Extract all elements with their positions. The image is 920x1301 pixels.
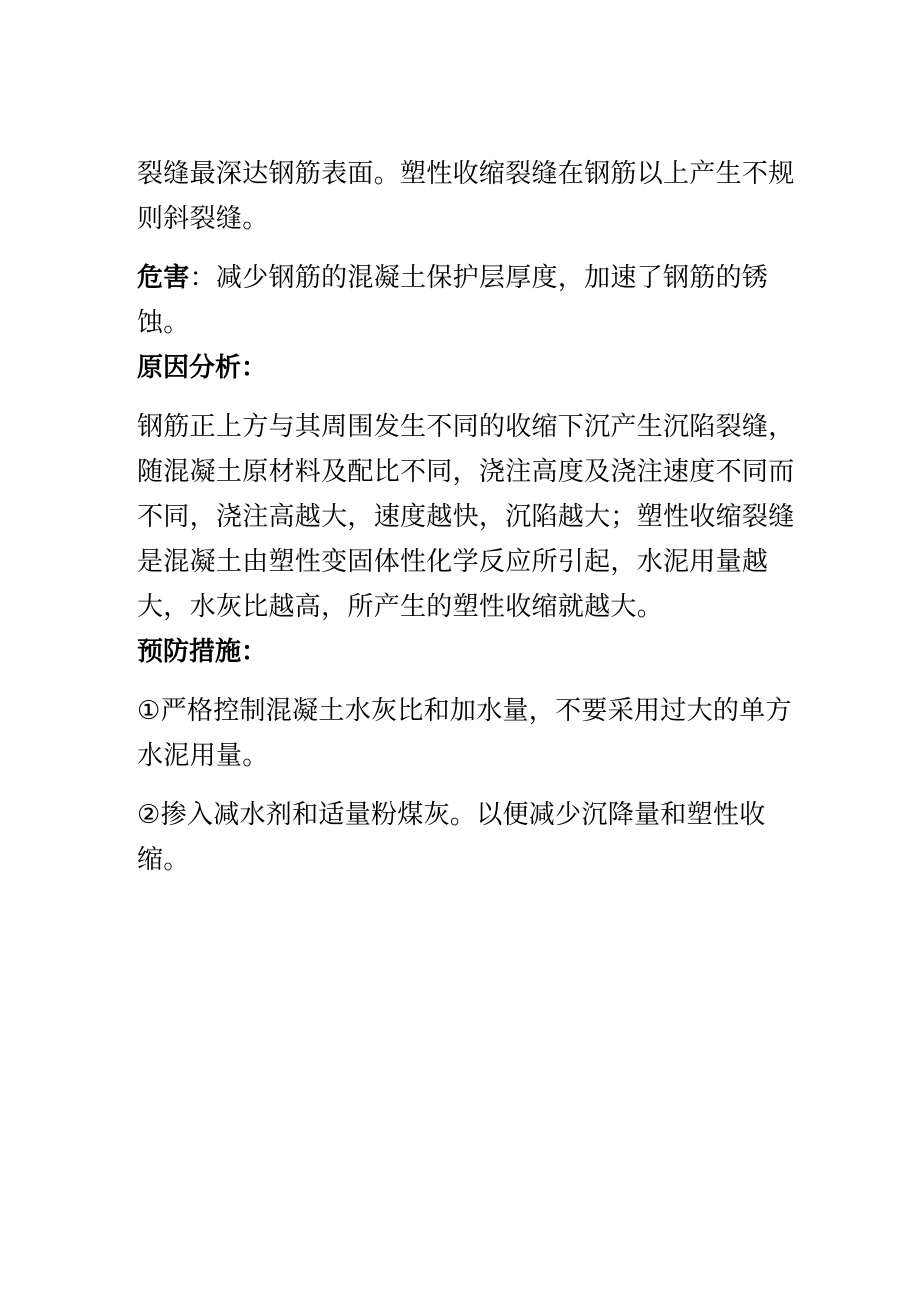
document-page [137,152,797,883]
cause-heading: 原因分析： [137,353,268,383]
paragraph-crack-description: 裂缝最深达钢筋表面。塑性收缩裂缝在钢筋以上产生不规则斜裂缝。 [137,159,795,234]
harm-label: 危害 [137,263,190,293]
harm-separator: ： [189,263,216,293]
measure-item-1: ①严格控制混凝土水灰比和加水量，不要采用过大的单方水泥用量。 [137,696,792,771]
harm-text: 减少钢筋的混凝土保护层厚度，加速了钢筋的锈蚀。 [137,263,769,338]
measure-item-2: ②掺入减水剂和适量粉煤灰。以便减少沉降量和塑性收缩。 [137,800,766,875]
paragraph-cause: 钢筋正上方与其周围发生不同的收缩下沉产生沉陷裂缝，随混凝土原材料及配比不同，浇注高度及浇注速度不同而不同，浇注高越大，速度越快，沉陷越大；塑性收缩裂缝是混凝土由塑性变固体性化学反应所引起，水泥用量越大，水灰比越高，所产生的塑性收缩就越大。 [137,412,795,622]
paragraph-harm [137,256,797,346]
prevention-heading: 预防措施： [137,637,268,667]
